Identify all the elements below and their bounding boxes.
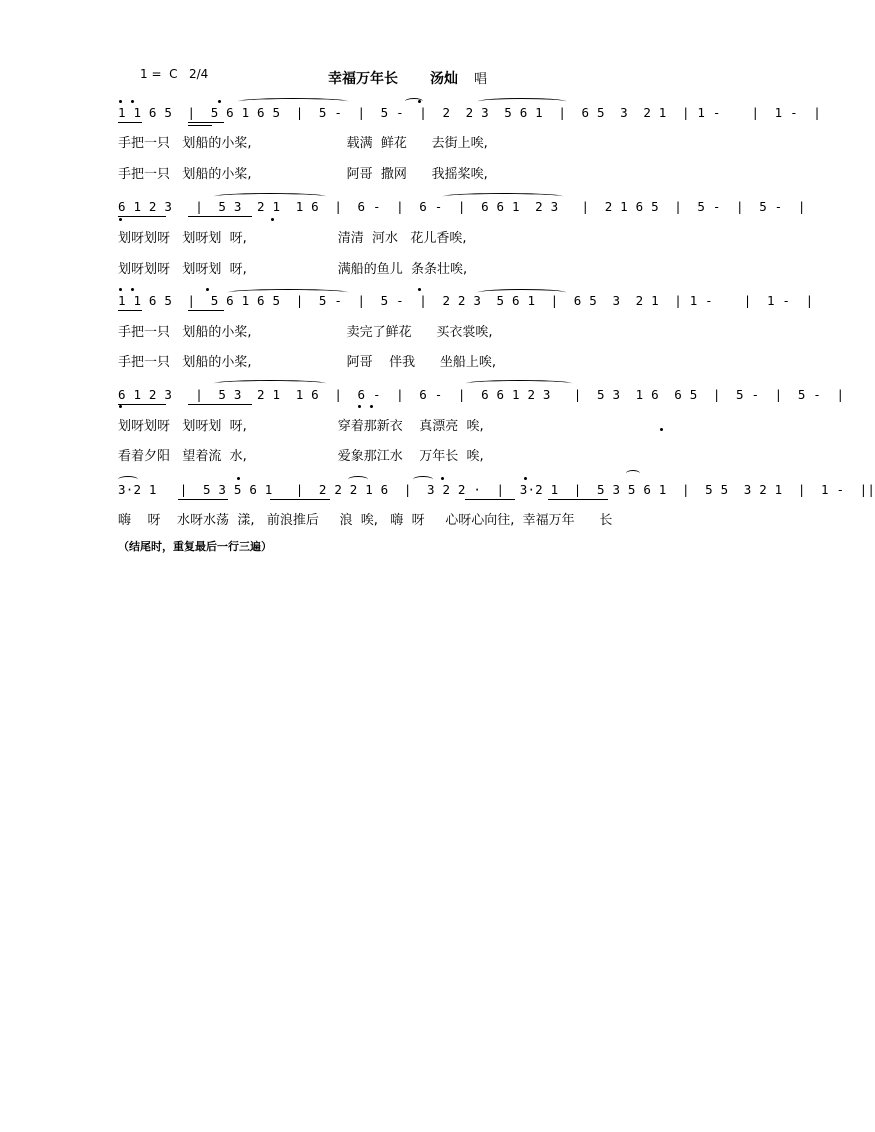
- lyric-line-4a: 划呀划呀 划呀划 呀, 穿着那新衣 真漂亮 唉,: [118, 419, 484, 434]
- tie-arc: [466, 380, 572, 387]
- octave-dot: [370, 405, 373, 408]
- beam-line: [118, 122, 142, 123]
- lyric-line-1b: 手把一只 划船的小桨, 阿哥 撒网 我摇桨唉,: [118, 167, 488, 182]
- lyric-line-5: 嗨 呀 水呀水荡 漾, 前浪推后 浪 唉, 嗨 呀 心呀心向往, 幸福万年 长: [118, 513, 613, 528]
- octave-dot: [131, 100, 134, 103]
- lyric-line-2a: 划呀划呀 划呀划 呀, 清清 河水 花儿香唉,: [118, 231, 467, 246]
- lyric-line-2b: 划呀划呀 划呀划 呀, 满船的鱼儿 条条壮唉,: [118, 262, 468, 277]
- octave-dot: [441, 477, 444, 480]
- tie-arc: [228, 289, 348, 296]
- beam-line: [188, 216, 252, 217]
- octave-dot: [206, 288, 209, 291]
- notation-line-5: 3·2 1 | 5 3 5 6 1 | 2 2 2 1 6 | 3 2 2 · | 3·2 1 | 5 3 5 6 1 | 5 5 3 2 1 | 1 - ||: [118, 482, 875, 497]
- beam-line: [548, 499, 608, 500]
- stray-dot: [660, 428, 663, 431]
- ending-footnote: （结尾时，重复最后一行三遍）: [118, 540, 272, 553]
- fermata-arc: [626, 470, 640, 477]
- key-signature: 1 = C 2/4: [140, 67, 209, 81]
- octave-dot: [131, 288, 134, 291]
- beam-line: [188, 404, 252, 405]
- sing-label: 唱: [474, 72, 488, 87]
- beam-line: [118, 404, 166, 405]
- octave-dot: [218, 100, 221, 103]
- notation-line-3: 1 1 6 5 | 5 6 1 6 5 | 5 - | 5 - | 2 2 3 5 6 1 | 6 5 3 2 1 | 1 - | 1 - |: [118, 293, 814, 308]
- tie-arc: [413, 476, 433, 483]
- beam-line: [178, 499, 228, 500]
- notation-line-1: 1 1 6 5 | 5 6 1 6 5 | 5 - | 5 - | 2 2 3 5 6 1 | 6 5 3 2 1 | 1 - | 1 - |: [118, 105, 822, 120]
- octave-dot: [119, 288, 122, 291]
- song-title: 幸福万年长: [328, 71, 398, 87]
- lyric-line-4b: 看着夕阳 望着流 水, 爱象那江水 万年长 唉,: [118, 449, 484, 464]
- beam-line: [188, 122, 224, 123]
- tie-arc: [443, 193, 563, 200]
- octave-dot: [358, 405, 361, 408]
- octave-dot: [524, 477, 527, 480]
- octave-dot: [271, 218, 274, 221]
- beam-line: [270, 499, 330, 500]
- beam-line: [118, 216, 166, 217]
- beam-line: [465, 499, 515, 500]
- octave-dot: [418, 288, 421, 291]
- tie-arc: [478, 289, 566, 296]
- notation-line-4: 6 1 2 3 | 5 3 2 1 1 6 | 6 - | 6 - | 6 6 1 2 3 | 5 3 1 6 6 5 | 5 - | 5 - |: [118, 387, 845, 402]
- tie-arc: [214, 380, 326, 387]
- octave-dot: [237, 477, 240, 480]
- singer-name: 汤灿: [430, 71, 458, 87]
- tie-arc: [348, 476, 368, 483]
- octave-dot: [119, 218, 122, 221]
- lyric-line-3b: 手把一只 划船的小桨, 阿哥 伴我 坐船上唉,: [118, 355, 497, 370]
- octave-dot: [119, 405, 122, 408]
- tie-arc: [405, 98, 423, 105]
- tie-arc: [238, 98, 348, 105]
- beam-line: [188, 310, 224, 311]
- lyric-line-3a: 手把一只 划船的小桨, 卖完了鲜花 买衣裳唉,: [118, 325, 493, 340]
- beam-line: [188, 125, 212, 126]
- octave-dot: [119, 100, 122, 103]
- beam-line: [118, 310, 142, 311]
- tie-arc: [214, 193, 326, 200]
- lyric-line-1a: 手把一只 划船的小桨, 载满 鲜花 去街上唉,: [118, 136, 488, 151]
- tie-arc: [478, 98, 566, 105]
- notation-line-2: 6 1 2 3 | 5 3 2 1 1 6 | 6 - | 6 - | 6 6 1 2 3 | 2 1 6 5 | 5 - | 5 - |: [118, 199, 806, 214]
- tie-arc: [118, 476, 138, 483]
